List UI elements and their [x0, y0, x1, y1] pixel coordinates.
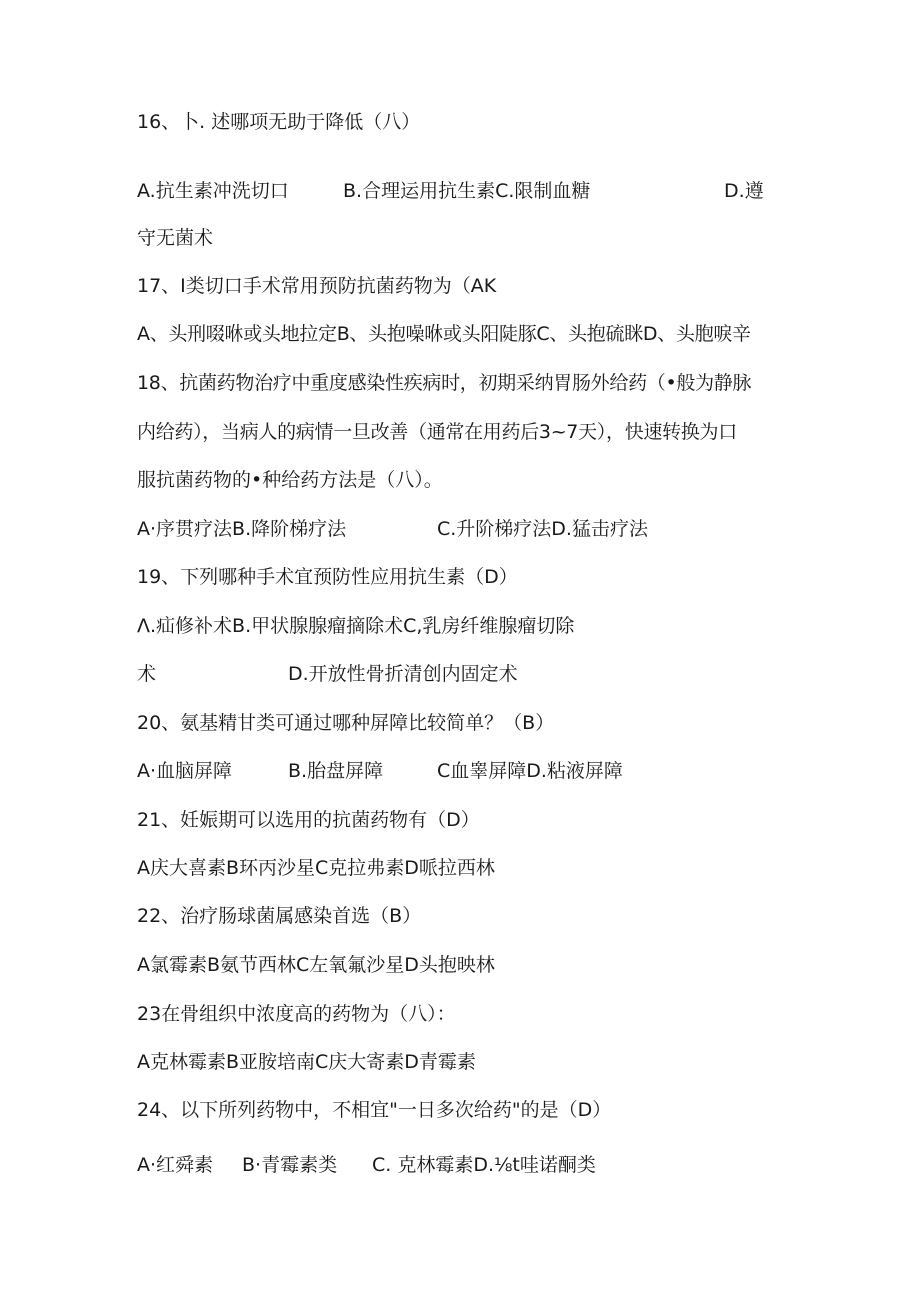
q22-options: A氯霉素B氨节西林C左氧氟沙星D头抱映林	[137, 954, 495, 976]
q24-option-a: A·红舜素	[137, 1154, 214, 1176]
q16-option-bc: B.合理运用抗生素C.限制血糖	[343, 180, 591, 202]
q19-option-d: D.开放性骨折清创内固定术	[288, 663, 518, 685]
q18-stem-line-1: 18、抗菌药物治疗中重度感染性疾病时，初期采纳胃肠外给药（•般为静脉	[137, 372, 752, 394]
q20-option-cd: C血睾屏障D.粘液屏障	[437, 760, 623, 782]
q19-option-abc: Λ.疝修补术B.甲状腺腺瘤摘除术C,乳房纤维腺瘤切除	[137, 615, 575, 637]
q20-option-b: B.胎盘屏障	[288, 760, 384, 782]
q24-option-cd: C. 克林霉素D.⅛t哇诺酮类	[372, 1154, 596, 1176]
q16-stem: 16、卜. 述哪项无助于降低（八）	[137, 111, 421, 133]
q21-stem: 21、妊娠期可以选用的抗菌药物有（D）	[137, 809, 480, 831]
q17-options: A、头刑啜咻或头地拉定B、头抱噪咻或头阳陡豚C、头抱硫眯D、头胞唳辛	[137, 323, 751, 345]
q19-stem: 19、下列哪种手术宜预防性应用抗生素（D）	[137, 566, 518, 588]
q22-stem: 22、治疗肠球菌属感染首选（B）	[137, 905, 422, 927]
q24-option-b: B·青霉素类	[242, 1154, 338, 1176]
q24-stem: 24、以下所列药物中，不相宜"一日多次给药"的是（D）	[137, 1099, 612, 1121]
q18-option-cd: C.升阶梯疗法D.猛击疗法	[437, 518, 648, 540]
q16-option-d-continued: 守无菌术	[137, 227, 214, 249]
q16-option-a: A.抗生素冲洗切口	[137, 180, 289, 202]
q16-option-d: D.遵	[724, 180, 764, 202]
q20-option-a: A·血脑屏障	[137, 760, 233, 782]
q21-options: A庆大喜素B环丙沙星C克拉弗素D哌拉西林	[137, 857, 495, 879]
q23-options: A克林霉素B亚胺培南C庆大寄素D青霉素	[137, 1051, 476, 1073]
q18-stem-line-2: 内给药），当病人的病情一旦改善（通常在用药后3~7天），快速转换为口	[137, 421, 737, 443]
q18-option-ab: A·序贯疗法B.降阶梯疗法	[137, 518, 347, 540]
q23-stem: 23在骨组织中浓度高的药物为（八）：	[137, 1003, 456, 1025]
q17-stem: 17、I类切口手术常用预防抗菌药物为（AK	[137, 275, 497, 297]
q18-stem-line-3: 服抗菌药物的•种给药方法是（八）。	[137, 469, 443, 491]
q19-option-c-continued: 术	[137, 663, 157, 685]
q20-stem: 20、氨基精甘类可通过哪种屏障比较简单？（B）	[137, 712, 555, 734]
